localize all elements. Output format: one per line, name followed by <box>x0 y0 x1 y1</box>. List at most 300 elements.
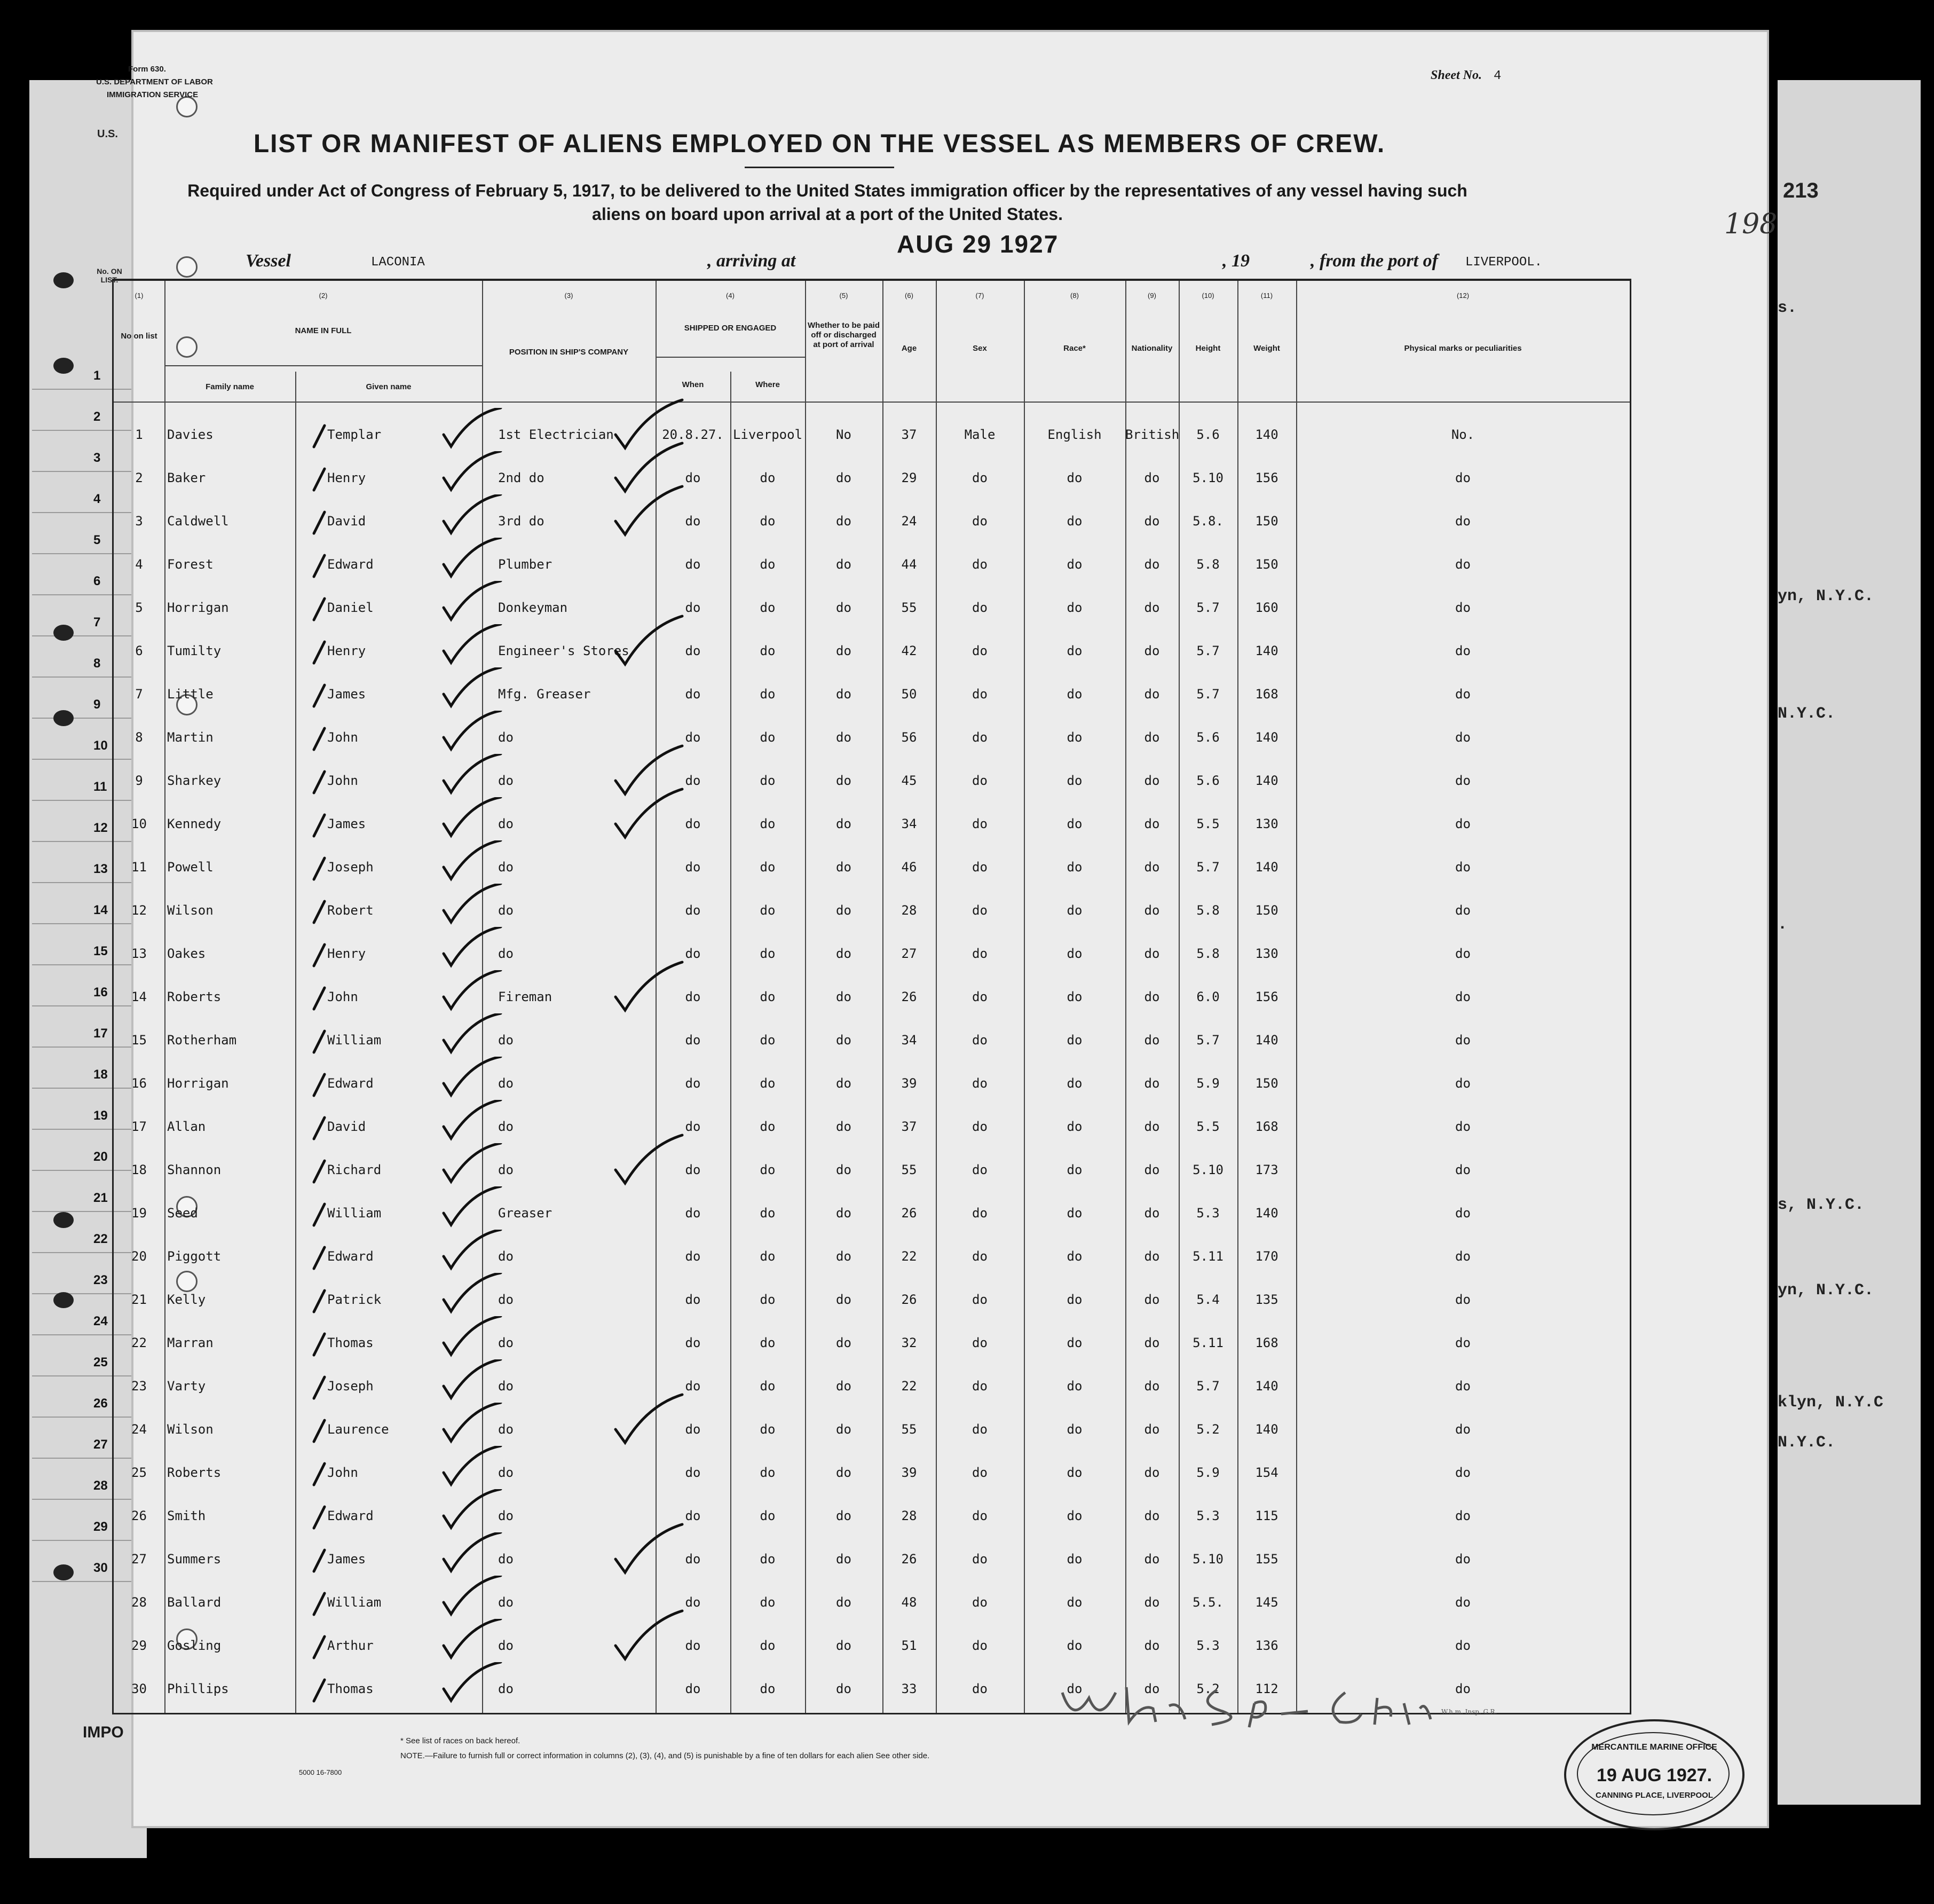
cell-family: Caldwell <box>167 514 229 529</box>
header-subrule <box>164 365 482 366</box>
cell-weight: 168 <box>1255 1119 1278 1134</box>
cell-family: Forest <box>167 557 214 572</box>
cell-race: do <box>1067 687 1083 702</box>
check-mark-icon <box>610 1522 685 1575</box>
cell-family: Allan <box>167 1119 206 1134</box>
cell-sex: do <box>972 687 988 702</box>
column-number-12: (12) <box>1456 292 1470 300</box>
cell-weight: 170 <box>1255 1249 1278 1264</box>
cell-where: do <box>760 1249 776 1264</box>
cell-when: do <box>685 1681 701 1696</box>
cell-nationality: do <box>1144 1249 1160 1264</box>
cell-when: do <box>685 1292 701 1307</box>
cell-given: David <box>327 514 366 529</box>
cell-paid: do <box>836 643 851 658</box>
cell-race: do <box>1067 600 1083 615</box>
cell-nationality: do <box>1144 773 1160 788</box>
cell-family: Roberts <box>167 1465 222 1480</box>
cell-when: do <box>685 1335 701 1350</box>
underlying-fragment: . <box>1778 916 1788 934</box>
cell-marks: do <box>1455 1595 1471 1610</box>
cell-height: 5.7 <box>1196 860 1220 875</box>
tick-icon <box>311 1461 327 1488</box>
tick-icon <box>311 1374 327 1401</box>
cell-marks: do <box>1455 643 1471 658</box>
cell-height: 5.6 <box>1196 730 1220 745</box>
cell-position: Fireman <box>498 989 552 1004</box>
cell-sex: do <box>972 1638 988 1653</box>
cell-height: 5.5 <box>1196 1119 1220 1134</box>
cell-position: do <box>498 946 514 961</box>
cell-given: Edward <box>327 1249 374 1264</box>
cell-sex: Male <box>964 427 996 442</box>
cell-age: 28 <box>901 903 917 918</box>
cell-given: Laurence <box>327 1422 389 1437</box>
cell-position: do <box>498 773 514 788</box>
check-mark-icon <box>610 484 685 537</box>
cell-family: Roberts <box>167 989 222 1004</box>
cell-where: do <box>760 1076 776 1091</box>
cell-height: 5.5 <box>1196 816 1220 831</box>
header-when: When <box>682 380 704 389</box>
cell-position: do <box>498 1465 514 1480</box>
cell-sex: do <box>972 1033 988 1048</box>
tick-icon <box>311 1504 327 1531</box>
form-service: IMMIGRATION SERVICE <box>107 90 199 99</box>
tick-icon <box>311 1072 327 1098</box>
tick-icon <box>311 942 327 969</box>
cell-weight: 140 <box>1255 427 1278 442</box>
header-nationality: Nationality <box>1131 344 1173 353</box>
cell-age: 39 <box>901 1076 917 1091</box>
cell-when: do <box>685 773 701 788</box>
seal-date: 19 AUG 1927. <box>1596 1765 1712 1785</box>
cell-paid: do <box>836 557 851 572</box>
binder-hole <box>53 1292 74 1308</box>
cell-no: 2 <box>135 470 143 485</box>
header-position: POSITION IN SHIP'S COMPANY <box>509 348 629 357</box>
cell-nationality: do <box>1144 687 1160 702</box>
tick-icon <box>311 553 327 579</box>
cell-position: 2nd do <box>498 470 544 485</box>
cell-family: Summers <box>167 1552 222 1567</box>
cell-marks: do <box>1455 1119 1471 1134</box>
cell-height: 5.2 <box>1196 1422 1220 1437</box>
cell-paid: do <box>836 1422 851 1437</box>
cell-when: do <box>685 860 701 875</box>
cell-nationality: do <box>1144 1335 1160 1350</box>
tick-icon <box>311 1591 327 1617</box>
cell-position: do <box>498 1422 514 1437</box>
cell-where: do <box>760 1422 776 1437</box>
cell-when: do <box>685 1595 701 1610</box>
cell-family: Phillips <box>167 1681 229 1696</box>
cell-position: do <box>498 1508 514 1523</box>
cell-no: 13 <box>131 946 147 961</box>
underlying-line-number: 23 <box>93 1273 108 1287</box>
check-mark-icon <box>439 1100 503 1143</box>
table-row <box>114 759 1630 802</box>
header-subrule <box>656 357 805 358</box>
cell-height: 5.7 <box>1196 643 1220 658</box>
cell-marks: do <box>1455 1249 1471 1264</box>
cell-nationality: do <box>1144 1379 1160 1394</box>
cell-nationality: do <box>1144 1552 1160 1567</box>
cell-nationality: do <box>1144 1206 1160 1221</box>
cell-weight: 150 <box>1255 1076 1278 1091</box>
cell-height: 5.10 <box>1193 470 1223 485</box>
cell-age: 34 <box>901 1033 917 1048</box>
check-mark-icon <box>439 754 503 797</box>
cell-race: do <box>1067 1335 1083 1350</box>
table-row <box>114 630 1630 672</box>
cell-nationality: do <box>1144 816 1160 831</box>
header-paid-off: Whether to be paid off or discharged at port of arrival <box>808 321 880 349</box>
check-mark-icon <box>439 1013 503 1056</box>
table-row <box>114 1062 1630 1105</box>
cell-where: do <box>760 816 776 831</box>
cell-nationality: do <box>1144 1292 1160 1307</box>
cell-sex: do <box>972 1292 988 1307</box>
cell-race: do <box>1067 816 1083 831</box>
underlying-line-number: 17 <box>93 1026 108 1041</box>
cell-paid: do <box>836 816 851 831</box>
cell-paid: do <box>836 989 851 1004</box>
check-mark-icon <box>439 797 503 840</box>
underlying-line-number: 21 <box>93 1191 108 1205</box>
cell-where: Liverpool <box>732 427 803 442</box>
cell-height: 5.8. <box>1193 514 1223 529</box>
cell-marks: do <box>1455 1206 1471 1221</box>
cell-sex: do <box>972 1076 988 1091</box>
cell-race: do <box>1067 1638 1083 1653</box>
cell-paid: do <box>836 1379 851 1394</box>
table-row <box>114 1235 1630 1278</box>
cell-sex: do <box>972 1162 988 1177</box>
cell-race: do <box>1067 1595 1083 1610</box>
page-subtitle <box>107 179 1548 226</box>
cell-height: 5.6 <box>1196 773 1220 788</box>
cell-age: 39 <box>901 1465 917 1480</box>
cell-nationality: do <box>1144 989 1160 1004</box>
column-number-9: (9) <box>1148 292 1156 300</box>
form-number: Form 630. <box>128 65 166 74</box>
cell-height: 5.6 <box>1196 427 1220 442</box>
cell-nationality: do <box>1144 514 1160 529</box>
cell-race: do <box>1067 946 1083 961</box>
cell-nationality: do <box>1144 1638 1160 1653</box>
cell-family: Little <box>167 687 214 702</box>
cell-position: do <box>498 816 514 831</box>
tick-icon <box>311 423 327 450</box>
cell-age: 32 <box>901 1335 917 1350</box>
from-port-label: , from the port of <box>1311 251 1438 271</box>
cell-sex: do <box>972 816 988 831</box>
cell-height: 5.10 <box>1193 1552 1223 1567</box>
cell-family: Sharkey <box>167 773 222 788</box>
cell-when: do <box>685 1119 701 1134</box>
cell-race: do <box>1067 1465 1083 1480</box>
cell-age: 27 <box>901 946 917 961</box>
form-info <box>80 63 213 101</box>
cell-weight: 155 <box>1255 1552 1278 1567</box>
cell-sex: do <box>972 1465 988 1480</box>
cell-given: James <box>327 687 366 702</box>
cell-given: Edward <box>327 1508 374 1523</box>
cell-race: do <box>1067 514 1083 529</box>
tick-icon <box>311 639 327 666</box>
cell-sex: do <box>972 514 988 529</box>
table-row <box>114 889 1630 932</box>
cell-position: do <box>498 1292 514 1307</box>
cell-family: Horrigan <box>167 1076 229 1091</box>
cell-paid: do <box>836 514 851 529</box>
cell-when: do <box>685 989 701 1004</box>
tick-icon <box>311 726 327 752</box>
underlying-line-number: 6 <box>93 574 101 588</box>
cell-weight: 168 <box>1255 1335 1278 1350</box>
cell-paid: do <box>836 1552 851 1567</box>
cell-position: Mfg. Greaser <box>498 687 591 702</box>
cell-race: do <box>1067 1292 1083 1307</box>
cell-no: 7 <box>135 687 143 702</box>
table-row <box>114 1451 1630 1494</box>
cell-age: 44 <box>901 557 917 572</box>
underlying-line-number: 22 <box>93 1232 108 1246</box>
table-row <box>114 1494 1630 1537</box>
cell-family: Kelly <box>167 1292 206 1307</box>
cell-age: 50 <box>901 687 917 702</box>
cell-when: do <box>685 470 701 485</box>
cell-no: 23 <box>131 1379 147 1394</box>
cell-age: 22 <box>901 1379 917 1394</box>
cell-when: do <box>685 1249 701 1264</box>
cell-no: 8 <box>135 730 143 745</box>
cell-position: do <box>498 860 514 875</box>
cell-nationality: do <box>1144 730 1160 745</box>
check-mark-icon <box>610 1392 685 1445</box>
check-mark-icon <box>439 1143 503 1186</box>
cell-when: do <box>685 1076 701 1091</box>
cell-height: 5.8 <box>1196 946 1220 961</box>
cell-where: do <box>760 1465 776 1480</box>
cell-weight: 156 <box>1255 989 1278 1004</box>
check-mark-icon <box>439 927 503 970</box>
year-label: , 19 <box>1222 251 1250 271</box>
column-number-5: (5) <box>839 292 848 300</box>
cell-no: 17 <box>131 1119 147 1134</box>
cell-when: do <box>685 643 701 658</box>
check-mark-icon <box>439 1619 503 1662</box>
tick-icon <box>311 1201 327 1228</box>
cell-position: do <box>498 1379 514 1394</box>
cell-weight: 140 <box>1255 773 1278 788</box>
cell-where: do <box>760 730 776 745</box>
cell-marks: do <box>1455 1379 1471 1394</box>
cell-race: do <box>1067 1119 1083 1134</box>
cell-no: 25 <box>131 1465 147 1480</box>
cell-marks: do <box>1455 557 1471 572</box>
underlying-line-number: 11 <box>93 780 107 794</box>
cell-age: 37 <box>901 1119 917 1134</box>
underlying-line-number: 24 <box>93 1314 108 1328</box>
cell-given: David <box>327 1119 366 1134</box>
check-mark-icon <box>610 1132 685 1186</box>
subtitle-line-1: Required under Act of Congress of February 5, 1917, to be delivered to the United States immigration officer by the representatives of any vessel having such <box>187 181 1467 200</box>
cell-age: 55 <box>901 1162 917 1177</box>
check-mark-icon <box>439 1057 503 1099</box>
cell-given: Daniel <box>327 600 374 615</box>
header-shipped-or-engaged: SHIPPED OR ENGAGED <box>684 324 777 333</box>
sheet-number <box>1431 68 1501 83</box>
cell-age: 51 <box>901 1638 917 1653</box>
port-name: LIVERPOOL. <box>1465 255 1543 270</box>
cell-height: 5.5. <box>1193 1595 1223 1610</box>
cell-weight: 140 <box>1255 860 1278 875</box>
cell-weight: 130 <box>1255 816 1278 831</box>
tick-icon <box>311 1028 327 1055</box>
cell-where: do <box>760 687 776 702</box>
underlying-fragment: s, N.Y.C. <box>1778 1196 1865 1214</box>
cell-sex: do <box>972 643 988 658</box>
tick-icon <box>311 899 327 925</box>
cell-paid: do <box>836 1335 851 1350</box>
underlying-line-number: 28 <box>93 1478 108 1493</box>
check-mark-icon <box>610 1608 685 1662</box>
column-rule <box>1296 281 1297 1713</box>
table-row <box>114 716 1630 759</box>
cell-where: do <box>760 1379 776 1394</box>
cell-height: 5.3 <box>1196 1206 1220 1221</box>
underlying-page-number: 213 <box>1783 179 1819 202</box>
underlying-line-number: 29 <box>93 1520 108 1534</box>
cell-no: 22 <box>131 1335 147 1350</box>
cell-nationality: do <box>1144 1595 1160 1610</box>
cell-given: William <box>327 1595 382 1610</box>
underlying-line-number: 12 <box>93 821 108 835</box>
cell-no: 3 <box>135 514 143 529</box>
cell-given: Patrick <box>327 1292 382 1307</box>
penalty-note: NOTE.—Failure to furnish full or correct information in columns (2), (3), (4), and (5) is punishable by a fine of ten dollars for each alien See other side. <box>400 1751 930 1760</box>
cell-position: do <box>498 1638 514 1653</box>
check-mark-icon <box>439 624 503 667</box>
underlying-fragment: s. <box>1778 299 1797 317</box>
cell-weight: 150 <box>1255 557 1278 572</box>
cell-where: do <box>760 600 776 615</box>
cell-marks: do <box>1455 1508 1471 1523</box>
cell-height: 5.11 <box>1193 1335 1223 1350</box>
cell-paid: do <box>836 1465 851 1480</box>
tick-icon <box>311 769 327 796</box>
page-title: LIST OR MANIFEST OF ALIENS EMPLOYED ON THE VESSEL AS MEMBERS OF CREW. <box>253 130 1386 158</box>
column-number-3: (3) <box>564 292 573 300</box>
cell-race: do <box>1067 1249 1083 1264</box>
cell-given: Edward <box>327 1076 374 1091</box>
cell-position: do <box>498 1076 514 1091</box>
cell-family: Seed <box>167 1206 198 1221</box>
cell-sex: do <box>972 903 988 918</box>
cell-position: do <box>498 1162 514 1177</box>
cell-nationality: do <box>1144 643 1160 658</box>
cell-when: do <box>685 816 701 831</box>
cell-position: do <box>498 1681 514 1696</box>
table-row <box>114 543 1630 586</box>
cell-height: 5.8 <box>1196 557 1220 572</box>
cell-no: 24 <box>131 1422 147 1437</box>
tick-icon <box>311 1677 327 1704</box>
table-row <box>114 1365 1630 1407</box>
underlying-fragment: N.Y.C. <box>1778 1434 1836 1452</box>
cell-weight: 115 <box>1255 1508 1278 1523</box>
cell-marks: do <box>1455 903 1471 918</box>
underlying-line-number: 20 <box>93 1150 108 1164</box>
cell-given: John <box>327 773 358 788</box>
cell-age: 56 <box>901 730 917 745</box>
cell-no: 18 <box>131 1162 147 1177</box>
cell-position: do <box>498 730 514 745</box>
cell-age: 34 <box>901 816 917 831</box>
cell-no: 14 <box>131 989 147 1004</box>
check-mark-icon <box>439 1230 503 1272</box>
cell-race: do <box>1067 1379 1083 1394</box>
underlying-line-number: 2 <box>93 410 101 424</box>
table-row <box>114 586 1630 629</box>
cell-race: do <box>1067 1681 1083 1696</box>
underlying-line-number: 4 <box>93 492 101 506</box>
check-mark-icon <box>439 538 503 580</box>
cell-given: John <box>327 989 358 1004</box>
tick-icon <box>311 985 327 1012</box>
cell-sex: do <box>972 470 988 485</box>
cell-weight: 160 <box>1255 600 1278 615</box>
cell-paid: do <box>836 730 851 745</box>
check-mark-icon <box>439 1186 503 1229</box>
cell-nationality: do <box>1144 600 1160 615</box>
cell-position: Engineer's Stores <box>498 643 629 658</box>
cell-race: do <box>1067 470 1083 485</box>
cell-given: Robert <box>327 903 374 918</box>
cell-race: do <box>1067 1033 1083 1048</box>
cell-family: Piggott <box>167 1249 222 1264</box>
cell-height: 5.3 <box>1196 1508 1220 1523</box>
cell-age: 28 <box>901 1508 917 1523</box>
column-number-6: (6) <box>905 292 913 300</box>
cell-nationality: do <box>1144 1422 1160 1437</box>
table-row <box>114 457 1630 499</box>
cell-given: William <box>327 1033 382 1048</box>
header-sex: Sex <box>973 344 987 353</box>
cell-height: 5.10 <box>1193 1162 1223 1177</box>
cell-age: 45 <box>901 773 917 788</box>
cell-paid: do <box>836 1681 851 1696</box>
tick-icon <box>311 1288 327 1315</box>
cell-no: 9 <box>135 773 143 788</box>
cell-marks: do <box>1455 1335 1471 1350</box>
cell-paid: do <box>836 773 851 788</box>
cell-given: John <box>327 1465 358 1480</box>
cell-paid: do <box>836 1249 851 1264</box>
cell-weight: 130 <box>1255 946 1278 961</box>
cell-marks: do <box>1455 1422 1471 1437</box>
cell-no: 20 <box>131 1249 147 1264</box>
cell-height: 5.9 <box>1196 1076 1220 1091</box>
cell-sex: do <box>972 600 988 615</box>
cell-when: do <box>685 730 701 745</box>
cell-paid: do <box>836 1595 851 1610</box>
cell-weight: 140 <box>1255 1206 1278 1221</box>
cell-sex: do <box>972 1681 988 1696</box>
table-row <box>114 802 1630 845</box>
